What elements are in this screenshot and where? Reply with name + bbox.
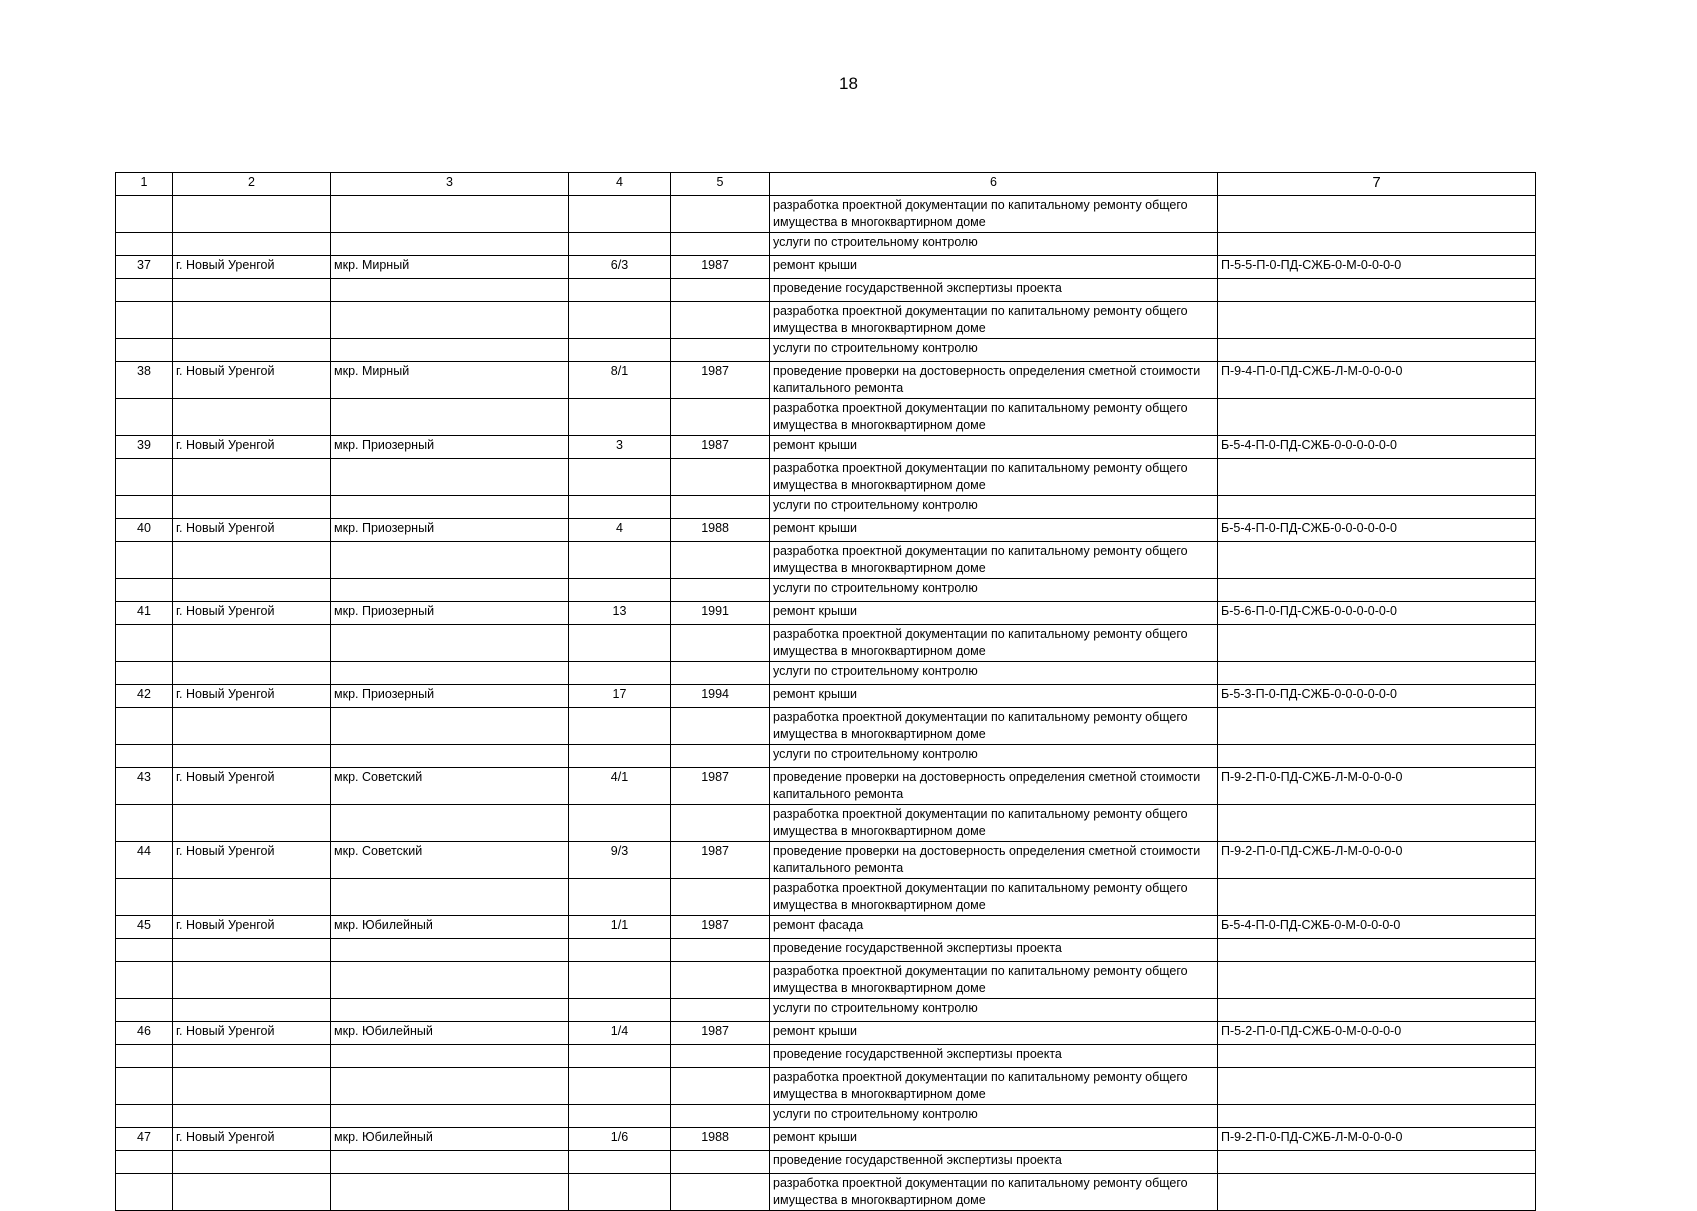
house-cell: 4/1 xyxy=(569,768,671,805)
city-cell: г. Новый Уренгой xyxy=(173,685,331,708)
row-number-cell xyxy=(116,999,173,1022)
work-type-cell: услуги по строительному контролю xyxy=(770,999,1218,1022)
house-cell xyxy=(569,459,671,496)
house-cell xyxy=(569,999,671,1022)
year-cell: 1991 xyxy=(671,602,770,625)
district-cell xyxy=(331,279,569,302)
year-cell xyxy=(671,1151,770,1174)
year-cell xyxy=(671,233,770,256)
house-cell xyxy=(569,196,671,233)
work-type-cell: разработка проектной документации по капитальному ремонту общего имущества в многоквартирном доме xyxy=(770,542,1218,579)
table-row xyxy=(116,1128,1536,1151)
house-cell xyxy=(569,279,671,302)
table-row xyxy=(116,459,1536,496)
row-number-cell xyxy=(116,962,173,999)
row-number-cell xyxy=(116,1068,173,1105)
table-row xyxy=(116,339,1536,362)
year-cell xyxy=(671,302,770,339)
year-cell xyxy=(671,625,770,662)
row-number-cell: 46 xyxy=(116,1022,173,1045)
column-header: 4 xyxy=(569,173,671,196)
work-type-cell: ремонт крыши xyxy=(770,256,1218,279)
house-cell xyxy=(569,399,671,436)
row-number-cell: 43 xyxy=(116,768,173,805)
district-cell xyxy=(331,745,569,768)
city-cell: г. Новый Уренгой xyxy=(173,256,331,279)
table-row xyxy=(116,399,1536,436)
table-row xyxy=(116,1022,1536,1045)
table-row xyxy=(116,256,1536,279)
table-row xyxy=(116,1151,1536,1174)
city-cell: г. Новый Уренгой xyxy=(173,768,331,805)
house-cell xyxy=(569,745,671,768)
year-cell: 1988 xyxy=(671,519,770,542)
district-cell: мкр. Приозерный xyxy=(331,602,569,625)
district-cell: мкр. Приозерный xyxy=(331,436,569,459)
year-cell: 1987 xyxy=(671,256,770,279)
district-cell: мкр. Юбилейный xyxy=(331,1128,569,1151)
house-cell: 1/4 xyxy=(569,1022,671,1045)
district-cell xyxy=(331,1151,569,1174)
city-cell: г. Новый Уренгой xyxy=(173,916,331,939)
building-code-cell xyxy=(1218,233,1536,256)
row-number-cell: 45 xyxy=(116,916,173,939)
row-number-cell: 42 xyxy=(116,685,173,708)
row-number-cell xyxy=(116,939,173,962)
row-number-cell: 39 xyxy=(116,436,173,459)
city-cell: г. Новый Уренгой xyxy=(173,519,331,542)
work-type-cell: ремонт крыши xyxy=(770,1022,1218,1045)
city-cell xyxy=(173,879,331,916)
city-cell xyxy=(173,279,331,302)
year-cell: 1987 xyxy=(671,362,770,399)
table-row xyxy=(116,1068,1536,1105)
district-cell: мкр. Мирный xyxy=(331,362,569,399)
table-row xyxy=(116,302,1536,339)
row-number-cell xyxy=(116,459,173,496)
table-row xyxy=(116,625,1536,662)
work-type-cell: услуги по строительному контролю xyxy=(770,1105,1218,1128)
work-type-cell: разработка проектной документации по капитальному ремонту общего имущества в многоквартирном доме xyxy=(770,625,1218,662)
house-cell: 8/1 xyxy=(569,362,671,399)
table-row xyxy=(116,436,1536,459)
year-cell xyxy=(671,879,770,916)
city-cell xyxy=(173,339,331,362)
city-cell xyxy=(173,662,331,685)
district-cell xyxy=(331,542,569,579)
table-row xyxy=(116,879,1536,916)
city-cell xyxy=(173,542,331,579)
district-cell xyxy=(331,339,569,362)
house-cell: 9/3 xyxy=(569,842,671,879)
year-cell xyxy=(671,1045,770,1068)
district-cell xyxy=(331,1105,569,1128)
district-cell xyxy=(331,196,569,233)
house-cell xyxy=(569,233,671,256)
year-cell xyxy=(671,496,770,519)
work-type-cell: услуги по строительному контролю xyxy=(770,233,1218,256)
row-number-cell xyxy=(116,496,173,519)
table-row xyxy=(116,916,1536,939)
work-type-cell: услуги по строительному контролю xyxy=(770,579,1218,602)
year-cell: 1987 xyxy=(671,916,770,939)
district-cell xyxy=(331,939,569,962)
building-code-cell xyxy=(1218,708,1536,745)
table-row xyxy=(116,842,1536,879)
building-code-cell: П-9-2-П-0-ПД-СЖБ-Л-М-0-0-0-0 xyxy=(1218,1128,1536,1151)
year-cell: 1994 xyxy=(671,685,770,708)
house-cell xyxy=(569,339,671,362)
table-row xyxy=(116,708,1536,745)
building-code-cell: Б-5-4-П-0-ПД-СЖБ-0-0-0-0-0-0 xyxy=(1218,436,1536,459)
building-code-cell xyxy=(1218,579,1536,602)
work-type-cell: разработка проектной документации по капитальному ремонту общего имущества в многоквартирном доме xyxy=(770,302,1218,339)
work-type-cell: проведение государственной экспертизы проекта xyxy=(770,1045,1218,1068)
row-number-cell: 47 xyxy=(116,1128,173,1151)
work-type-cell: ремонт крыши xyxy=(770,1128,1218,1151)
district-cell: мкр. Юбилейный xyxy=(331,1022,569,1045)
row-number-cell xyxy=(116,339,173,362)
building-code-cell: П-5-5-П-0-ПД-СЖБ-0-М-0-0-0-0 xyxy=(1218,256,1536,279)
year-cell xyxy=(671,962,770,999)
house-cell xyxy=(569,302,671,339)
city-cell xyxy=(173,805,331,842)
house-cell xyxy=(569,1068,671,1105)
building-code-cell xyxy=(1218,399,1536,436)
work-type-cell: разработка проектной документации по капитальному ремонту общего имущества в многоквартирном доме xyxy=(770,1068,1218,1105)
building-code-cell xyxy=(1218,279,1536,302)
district-cell xyxy=(331,1068,569,1105)
row-number-cell xyxy=(116,302,173,339)
year-cell xyxy=(671,1068,770,1105)
building-code-cell xyxy=(1218,662,1536,685)
house-cell xyxy=(569,579,671,602)
year-cell xyxy=(671,999,770,1022)
city-cell xyxy=(173,1151,331,1174)
year-cell xyxy=(671,459,770,496)
row-number-cell xyxy=(116,879,173,916)
work-type-cell: разработка проектной документации по капитальному ремонту общего имущества в многоквартирном доме xyxy=(770,399,1218,436)
table-header-row xyxy=(116,173,1536,196)
year-cell xyxy=(671,708,770,745)
year-cell xyxy=(671,279,770,302)
building-code-cell xyxy=(1218,1151,1536,1174)
row-number-cell xyxy=(116,1174,173,1211)
work-type-cell: ремонт крыши xyxy=(770,602,1218,625)
year-cell xyxy=(671,939,770,962)
row-number-cell: 41 xyxy=(116,602,173,625)
city-cell xyxy=(173,302,331,339)
table-row xyxy=(116,362,1536,399)
column-header: 6 xyxy=(770,173,1218,196)
city-cell xyxy=(173,1105,331,1128)
building-code-cell xyxy=(1218,542,1536,579)
work-type-cell: разработка проектной документации по капитальному ремонту общего имущества в многоквартирном доме xyxy=(770,196,1218,233)
building-code-cell xyxy=(1218,459,1536,496)
work-type-cell: проведение государственной экспертизы проекта xyxy=(770,1151,1218,1174)
work-type-cell: разработка проектной документации по капитальному ремонту общего имущества в многоквартирном доме xyxy=(770,1174,1218,1211)
district-cell xyxy=(331,233,569,256)
work-type-cell: разработка проектной документации по капитальному ремонту общего имущества в многоквартирном доме xyxy=(770,805,1218,842)
year-cell xyxy=(671,1174,770,1211)
table-row xyxy=(116,745,1536,768)
house-cell xyxy=(569,708,671,745)
row-number-cell: 44 xyxy=(116,842,173,879)
building-code-cell xyxy=(1218,339,1536,362)
column-header: 2 xyxy=(173,173,331,196)
row-number-cell xyxy=(116,233,173,256)
district-cell: мкр. Приозерный xyxy=(331,519,569,542)
building-code-cell xyxy=(1218,196,1536,233)
year-cell xyxy=(671,805,770,842)
building-code-cell: П-9-2-П-0-ПД-СЖБ-Л-М-0-0-0-0 xyxy=(1218,768,1536,805)
district-cell xyxy=(331,1045,569,1068)
table-row xyxy=(116,805,1536,842)
column-header: 5 xyxy=(671,173,770,196)
city-cell xyxy=(173,708,331,745)
column-header: 1 xyxy=(116,173,173,196)
row-number-cell xyxy=(116,1045,173,1068)
building-code-cell xyxy=(1218,625,1536,662)
row-number-cell xyxy=(116,1105,173,1128)
row-number-cell xyxy=(116,708,173,745)
city-cell: г. Новый Уренгой xyxy=(173,436,331,459)
house-cell xyxy=(569,939,671,962)
row-number-cell xyxy=(116,745,173,768)
work-type-cell: проведение государственной экспертизы проекта xyxy=(770,279,1218,302)
district-cell: мкр. Мирный xyxy=(331,256,569,279)
house-cell: 6/3 xyxy=(569,256,671,279)
house-cell xyxy=(569,879,671,916)
city-cell xyxy=(173,1068,331,1105)
table-row xyxy=(116,1045,1536,1068)
district-cell: мкр. Приозерный xyxy=(331,685,569,708)
city-cell: г. Новый Уренгой xyxy=(173,1128,331,1151)
city-cell xyxy=(173,496,331,519)
year-cell xyxy=(671,1105,770,1128)
work-type-cell: разработка проектной документации по капитальному ремонту общего имущества в многоквартирном доме xyxy=(770,708,1218,745)
year-cell xyxy=(671,339,770,362)
work-type-cell: проведение проверки на достоверность определения сметной стоимости капитального ремонта xyxy=(770,842,1218,879)
house-cell xyxy=(569,496,671,519)
table-row xyxy=(116,1105,1536,1128)
work-type-cell: ремонт крыши xyxy=(770,436,1218,459)
table-row xyxy=(116,662,1536,685)
house-cell: 1/6 xyxy=(569,1128,671,1151)
building-code-cell xyxy=(1218,879,1536,916)
house-cell xyxy=(569,542,671,579)
table-row xyxy=(116,768,1536,805)
work-type-cell: разработка проектной документации по капитальному ремонту общего имущества в многоквартирном доме xyxy=(770,459,1218,496)
year-cell: 1987 xyxy=(671,1022,770,1045)
house-cell xyxy=(569,1151,671,1174)
city-cell xyxy=(173,459,331,496)
house-cell xyxy=(569,662,671,685)
house-cell xyxy=(569,625,671,662)
year-cell xyxy=(671,542,770,579)
work-type-cell: ремонт крыши xyxy=(770,519,1218,542)
table-row xyxy=(116,279,1536,302)
column-header: 7 xyxy=(1218,173,1536,196)
row-number-cell xyxy=(116,399,173,436)
house-cell: 17 xyxy=(569,685,671,708)
building-code-cell xyxy=(1218,1068,1536,1105)
district-cell: мкр. Советский xyxy=(331,842,569,879)
year-cell xyxy=(671,745,770,768)
city-cell xyxy=(173,196,331,233)
row-number-cell: 37 xyxy=(116,256,173,279)
house-cell xyxy=(569,962,671,999)
city-cell xyxy=(173,745,331,768)
district-cell: мкр. Советский xyxy=(331,768,569,805)
district-cell xyxy=(331,879,569,916)
building-code-cell xyxy=(1218,805,1536,842)
house-cell xyxy=(569,805,671,842)
work-type-cell: разработка проектной документации по капитальному ремонту общего имущества в многоквартирном доме xyxy=(770,879,1218,916)
year-cell: 1988 xyxy=(671,1128,770,1151)
building-code-cell xyxy=(1218,302,1536,339)
building-code-cell: П-9-2-П-0-ПД-СЖБ-Л-М-0-0-0-0 xyxy=(1218,842,1536,879)
table-row xyxy=(116,685,1536,708)
building-code-cell: Б-5-4-П-0-ПД-СЖБ-0-М-0-0-0-0 xyxy=(1218,916,1536,939)
building-code-cell xyxy=(1218,1045,1536,1068)
district-cell xyxy=(331,708,569,745)
work-type-cell: услуги по строительному контролю xyxy=(770,745,1218,768)
table-row xyxy=(116,602,1536,625)
house-cell: 1/1 xyxy=(569,916,671,939)
row-number-cell xyxy=(116,662,173,685)
building-code-cell: Б-5-4-П-0-ПД-СЖБ-0-0-0-0-0-0 xyxy=(1218,519,1536,542)
year-cell xyxy=(671,399,770,436)
building-code-cell xyxy=(1218,1105,1536,1128)
building-code-cell xyxy=(1218,999,1536,1022)
row-number-cell xyxy=(116,805,173,842)
row-number-cell xyxy=(116,279,173,302)
row-number-cell xyxy=(116,625,173,662)
table-row xyxy=(116,939,1536,962)
city-cell: г. Новый Уренгой xyxy=(173,362,331,399)
work-type-cell: ремонт крыши xyxy=(770,685,1218,708)
building-code-cell xyxy=(1218,496,1536,519)
table-row xyxy=(116,962,1536,999)
house-cell xyxy=(569,1045,671,1068)
district-cell xyxy=(331,302,569,339)
building-code-cell xyxy=(1218,1174,1536,1211)
city-cell xyxy=(173,939,331,962)
building-code-cell: П-9-4-П-0-ПД-СЖБ-Л-М-0-0-0-0 xyxy=(1218,362,1536,399)
table-row xyxy=(116,196,1536,233)
city-cell xyxy=(173,962,331,999)
table-row xyxy=(116,1174,1536,1211)
district-cell xyxy=(331,962,569,999)
table-row xyxy=(116,542,1536,579)
work-type-cell: проведение проверки на достоверность определения сметной стоимости капитального ремонта xyxy=(770,362,1218,399)
building-code-cell: Б-5-3-П-0-ПД-СЖБ-0-0-0-0-0-0 xyxy=(1218,685,1536,708)
city-cell xyxy=(173,399,331,436)
year-cell xyxy=(671,579,770,602)
city-cell: г. Новый Уренгой xyxy=(173,842,331,879)
district-cell xyxy=(331,579,569,602)
district-cell xyxy=(331,459,569,496)
house-cell: 4 xyxy=(569,519,671,542)
building-code-cell xyxy=(1218,745,1536,768)
house-cell: 3 xyxy=(569,436,671,459)
work-type-cell: услуги по строительному контролю xyxy=(770,339,1218,362)
city-cell xyxy=(173,999,331,1022)
table-row xyxy=(116,999,1536,1022)
building-code-cell: П-5-2-П-0-ПД-СЖБ-0-М-0-0-0-0 xyxy=(1218,1022,1536,1045)
district-cell xyxy=(331,999,569,1022)
city-cell xyxy=(173,1045,331,1068)
district-cell xyxy=(331,625,569,662)
year-cell xyxy=(671,196,770,233)
column-header: 3 xyxy=(331,173,569,196)
city-cell xyxy=(173,579,331,602)
row-number-cell xyxy=(116,542,173,579)
table-row xyxy=(116,233,1536,256)
row-number-cell xyxy=(116,196,173,233)
page-number: 18 xyxy=(839,74,858,93)
year-cell: 1987 xyxy=(671,436,770,459)
city-cell: г. Новый Уренгой xyxy=(173,1022,331,1045)
year-cell: 1987 xyxy=(671,768,770,805)
city-cell xyxy=(173,625,331,662)
building-code-cell xyxy=(1218,962,1536,999)
row-number-cell xyxy=(116,579,173,602)
district-cell xyxy=(331,496,569,519)
district-cell xyxy=(331,662,569,685)
building-code-cell: Б-5-6-П-0-ПД-СЖБ-0-0-0-0-0-0 xyxy=(1218,602,1536,625)
year-cell: 1987 xyxy=(671,842,770,879)
table-row xyxy=(116,519,1536,542)
building-code-cell xyxy=(1218,939,1536,962)
district-cell: мкр. Юбилейный xyxy=(331,916,569,939)
row-number-cell xyxy=(116,1151,173,1174)
house-cell xyxy=(569,1105,671,1128)
work-type-cell: услуги по строительному контролю xyxy=(770,496,1218,519)
city-cell xyxy=(173,1174,331,1211)
district-cell xyxy=(331,805,569,842)
year-cell xyxy=(671,662,770,685)
table-row xyxy=(116,496,1536,519)
district-cell xyxy=(331,1174,569,1211)
city-cell: г. Новый Уренгой xyxy=(173,602,331,625)
table-row xyxy=(116,579,1536,602)
repair-register-table xyxy=(115,172,1536,1211)
row-number-cell: 38 xyxy=(116,362,173,399)
house-cell: 13 xyxy=(569,602,671,625)
city-cell xyxy=(173,233,331,256)
work-type-cell: разработка проектной документации по капитальному ремонту общего имущества в многоквартирном доме xyxy=(770,962,1218,999)
row-number-cell: 40 xyxy=(116,519,173,542)
work-type-cell: проведение государственной экспертизы проекта xyxy=(770,939,1218,962)
house-cell xyxy=(569,1174,671,1211)
work-type-cell: услуги по строительному контролю xyxy=(770,662,1218,685)
work-type-cell: ремонт фасада xyxy=(770,916,1218,939)
district-cell xyxy=(331,399,569,436)
work-type-cell: проведение проверки на достоверность определения сметной стоимости капитального ремонта xyxy=(770,768,1218,805)
